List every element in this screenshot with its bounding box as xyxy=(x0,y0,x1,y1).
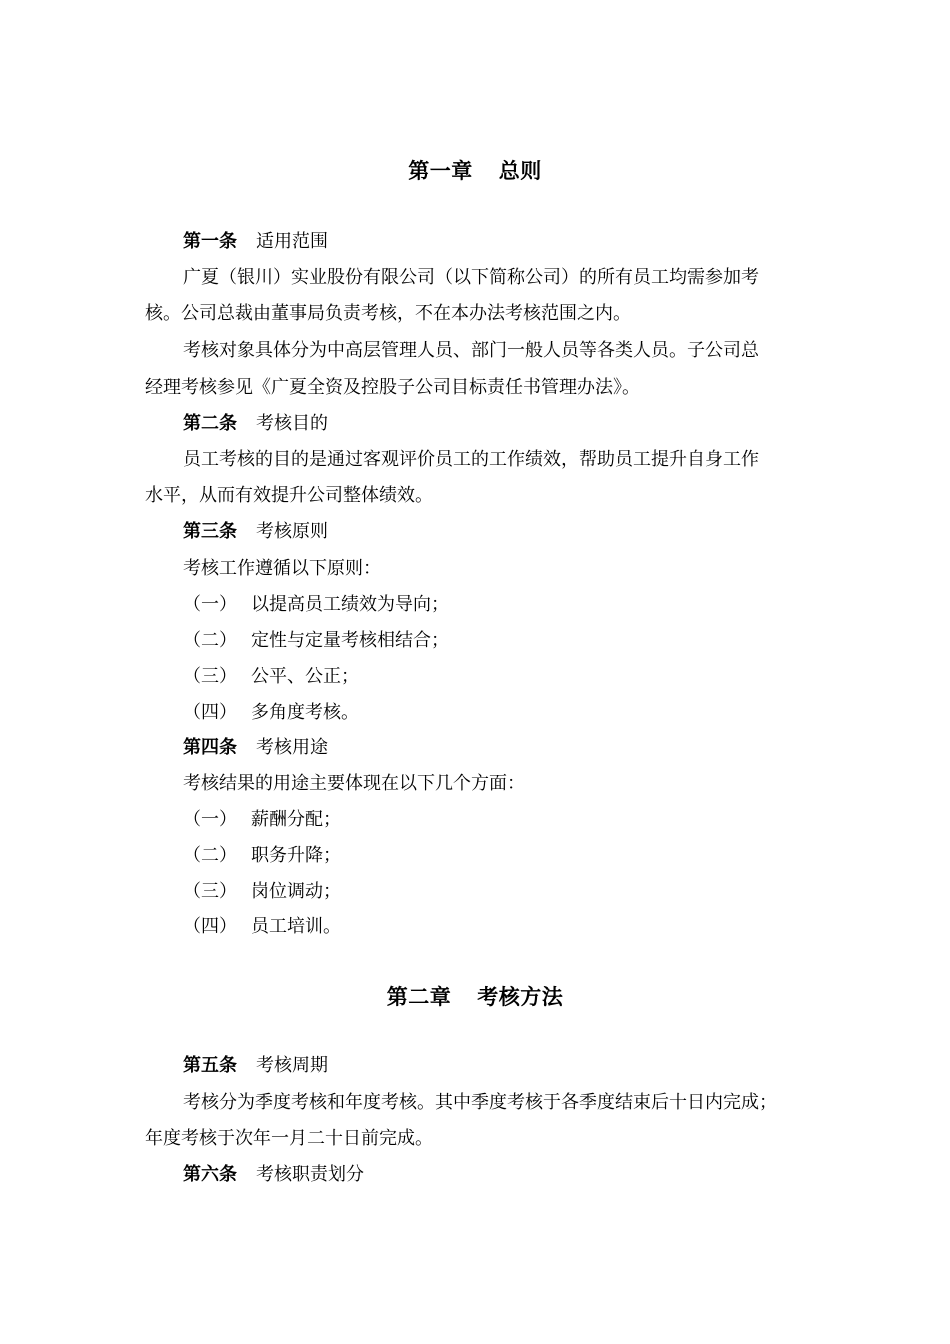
list-marker: （四） xyxy=(183,916,237,937)
paragraph-line: 经理考核参见《广夏全资及控股子公司目标责任书管理办法》。 xyxy=(145,377,640,398)
list-marker: （二） xyxy=(183,630,237,651)
list-marker: （二） xyxy=(183,845,237,866)
list-item xyxy=(183,879,341,905)
paragraph-line: 考核对象具体分为中高层管理人员、部门一般人员等各类人员。子公司总 xyxy=(183,340,759,361)
article-heading-4 xyxy=(183,735,328,761)
list-text: 定性与定量考核相结合； xyxy=(251,630,449,651)
article-number: 第六条 xyxy=(183,1164,237,1185)
paragraph-line: 考核工作遵循以下原则： xyxy=(183,558,381,579)
chapter-heading-1 xyxy=(0,156,950,186)
list-item xyxy=(183,807,341,833)
list-item xyxy=(183,700,359,726)
article-heading-1 xyxy=(183,229,328,255)
paragraph-line: 水平，从而有效提升公司整体绩效。 xyxy=(145,485,433,506)
chapter-heading-2 xyxy=(0,982,950,1012)
list-text: 公平、公正； xyxy=(251,666,359,687)
article-title: 考核目的 xyxy=(256,413,328,434)
list-text: 多角度考核。 xyxy=(251,702,359,723)
chapter-title: 总则 xyxy=(498,158,542,183)
paragraph-line: 广夏（银川）实业股份有限公司（以下简称公司）的所有员工均需参加考 xyxy=(183,267,759,288)
article-title: 考核职责划分 xyxy=(256,1164,364,1185)
list-item xyxy=(183,664,359,690)
paragraph-line: 考核结果的用途主要体现在以下几个方面： xyxy=(183,773,525,794)
list-item xyxy=(183,843,341,869)
article-title: 考核原则 xyxy=(256,521,328,542)
article-number: 第四条 xyxy=(183,737,237,758)
chapter-number: 第二章 xyxy=(386,984,452,1009)
article-title: 考核用途 xyxy=(256,737,328,758)
article-heading-6 xyxy=(183,1162,364,1188)
article-title: 适用范围 xyxy=(256,231,328,252)
article-heading-2 xyxy=(183,411,328,437)
list-text: 薪酬分配； xyxy=(251,809,341,830)
chapter-number: 第一章 xyxy=(408,158,473,183)
list-text: 岗位调动； xyxy=(251,881,341,902)
article-title: 考核周期 xyxy=(256,1055,328,1076)
paragraph-line: 核。公司总裁由董事局负责考核，不在本办法考核范围之内。 xyxy=(145,303,631,324)
list-text: 职务升降； xyxy=(251,845,341,866)
list-marker: （三） xyxy=(183,881,237,902)
list-item xyxy=(183,628,449,654)
paragraph-line: 年度考核于次年一月二十日前完成。 xyxy=(145,1128,433,1149)
list-text: 以提高员工绩效为导向； xyxy=(251,594,449,615)
article-heading-3 xyxy=(183,519,328,545)
list-marker: （一） xyxy=(183,809,237,830)
list-marker: （四） xyxy=(183,702,237,723)
list-text: 员工培训。 xyxy=(251,916,341,937)
article-number: 第五条 xyxy=(183,1055,237,1076)
paragraph-line: 考核分为季度考核和年度考核。其中季度考核于各季度结束后十日内完成； xyxy=(183,1092,777,1113)
article-number: 第二条 xyxy=(183,413,237,434)
list-marker: （一） xyxy=(183,594,237,615)
article-number: 第一条 xyxy=(183,231,237,252)
paragraph-line: 员工考核的目的是通过客观评价员工的工作绩效，帮助员工提升自身工作 xyxy=(183,449,759,470)
list-item xyxy=(183,914,341,940)
chapter-title: 考核方法 xyxy=(477,984,564,1009)
article-number: 第三条 xyxy=(183,521,237,542)
list-item xyxy=(183,592,449,618)
article-heading-5 xyxy=(183,1053,328,1079)
list-marker: （三） xyxy=(183,666,237,687)
